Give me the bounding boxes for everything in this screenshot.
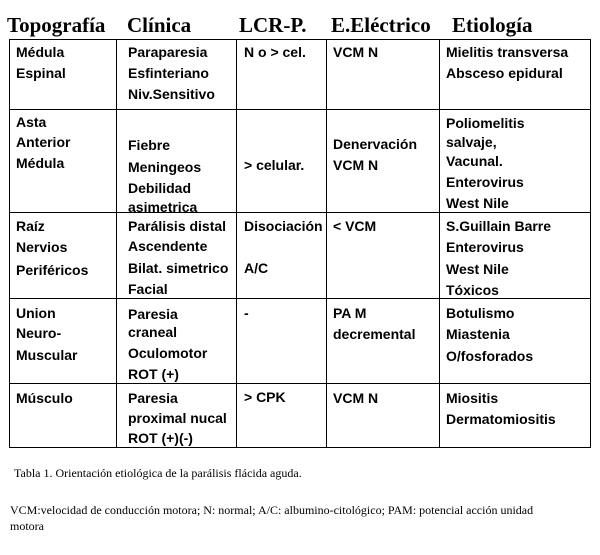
cell-line: Botulismo [446,305,515,321]
cell-line: < VCM [333,218,377,234]
cell-line: Oculomotor [128,345,208,361]
cell-topografia [10,110,117,213]
cell-line: Periféricos [16,262,89,278]
cell-line: Nervios [16,239,68,255]
cell-line: Tóxicos [446,282,499,298]
cell-line: Facial [128,281,168,297]
table-row [10,40,591,110]
cell-line: Meningeos [128,159,202,175]
cell-topografia [10,213,117,299]
cell-line: Asta [16,114,47,130]
cell-lcr [237,299,327,384]
cell-line: decremental [333,326,416,342]
header-etiologia: Etiología [452,13,533,37]
cell-line: Fiebre [128,137,171,153]
cell-line: Esfinteriano [128,65,209,81]
cell-etiologia [440,110,591,213]
abbreviation-note: VCM:velocidad de conducción motora; N: normal; A/C: albumino-citológico; PAM: potencial acción unidad motora [10,503,534,533]
cell-line: O/fosforados [446,348,534,364]
cell-electrico [327,213,440,299]
header-topografia: Topografía [7,13,106,37]
cell-clinica [117,110,237,213]
cell-line: > celular. [244,157,305,173]
cell-topografia [10,299,117,384]
header-electrico: E.Eléctrico [331,13,431,37]
cell-line: Mielitis transversa [446,44,569,60]
cell-line: Vacunal. [446,153,503,169]
cell-line: Enterovirus [446,174,524,190]
cell-line: Miastenia [446,326,510,342]
cell-line: > CPK [244,389,286,405]
cell-clinica [117,384,237,448]
cell-etiologia [440,213,591,299]
cell-etiologia [440,384,591,448]
cell-line: Paresia [128,306,178,322]
cell-clinica [117,299,237,384]
cell-line: craneal [128,324,178,340]
cell-line: A/C [244,260,269,276]
cell-line: salvaje, [446,134,497,150]
cell-line: Parálisis distal [128,218,227,234]
cell-topografia [10,40,117,110]
cell-line: Denervación [333,136,418,152]
cell-electrico [327,40,440,110]
cell-line: PA M [333,305,367,321]
table-row [10,213,591,299]
cell-line: VCM N [333,44,379,60]
cell-lcr [237,40,327,110]
cell-line: proximal nucal [128,410,227,426]
cell-line: Anterior [16,134,71,150]
cell-line: - [244,305,249,321]
cell-line: Músculo [16,390,73,406]
cell-line: Espinal [16,65,66,81]
cell-line: N o > cel. [244,44,306,60]
cell-electrico [327,110,440,213]
cell-line: asimetrica [128,199,198,215]
cell-line: Neuro- [16,325,62,341]
cell-line: Paraparesia [128,44,208,60]
cell-line: Union [16,305,56,321]
table-row [10,384,591,448]
table-row [10,299,591,384]
cell-lcr [237,213,327,299]
cell-line: VCM N [333,157,379,173]
cell-line: West Nile [446,195,509,211]
cell-clinica [117,213,237,299]
cell-etiologia [440,299,591,384]
cell-line: Niv.Sensitivo [128,86,215,102]
cell-line: Médula [16,44,65,60]
cell-topografia [10,384,117,448]
cell-line: Paresia [128,390,178,406]
cell-electrico [327,299,440,384]
cell-line: Muscular [16,347,78,363]
cell-line: Médula [16,155,65,171]
etiology-table [9,39,591,448]
cell-line: VCM N [333,390,379,406]
cell-line: Dermatomiositis [446,411,556,427]
cell-line: Poliomelitis [446,115,525,131]
cell-line: Absceso epidural [446,65,563,81]
header-lcr: LCR-P. [239,13,307,37]
cell-lcr [237,384,327,448]
cell-clinica [117,40,237,110]
cell-line: West Nile [446,261,509,277]
cell-lcr [237,110,327,213]
cell-line: Ascendente [128,238,208,254]
table-caption: Tabla 1. Orientación etiológica de la parálisis flácida aguda. [14,466,302,480]
cell-line: Miositis [446,390,499,406]
cell-line: ROT (+) [128,366,179,382]
header-clinica: Clínica [127,13,192,37]
cell-line: Debilidad [128,180,192,196]
cell-electrico [327,384,440,448]
cell-line: Enterovirus [446,239,524,255]
cell-line: Raíz [16,218,45,234]
cell-line: ROT (+)(-) [128,430,193,446]
cell-etiologia [440,40,591,110]
table-row [10,110,591,213]
cell-line: S.Guillain Barre [446,218,552,234]
cell-line: Bilat. simetrico [128,260,229,276]
cell-line: Disociación [244,218,323,234]
